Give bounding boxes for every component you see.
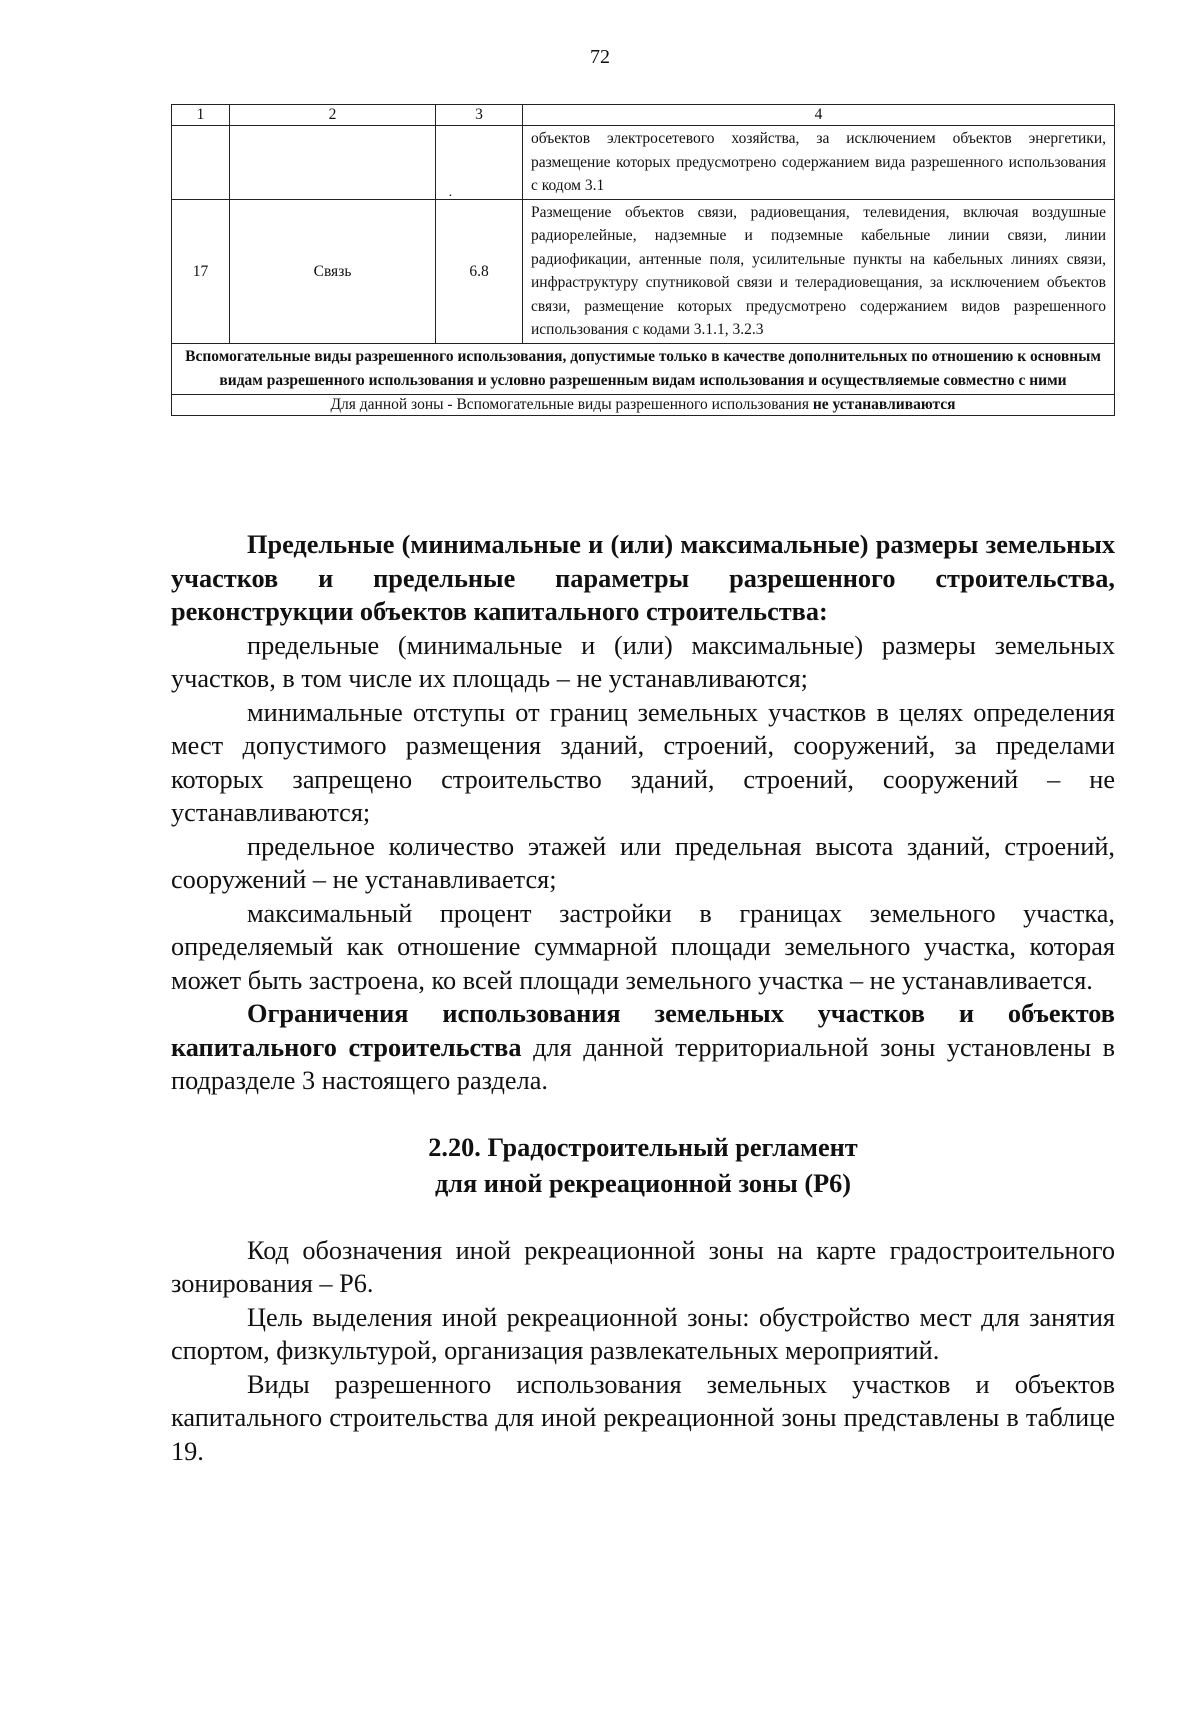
stray-mark: · — [448, 189, 453, 204]
auxiliary-note-bold: не устанавливаются — [812, 395, 956, 413]
document-body — [171, 528, 1115, 1468]
limit-paragraph: предельное количество этажей или предельная высота зданий, строений, сооружений – не устанавливается; — [171, 831, 1115, 894]
limits-heading: Предельные (минимальные и (или) максимальные) размеры земельных участков и предельные параметры разрешенного строительства, реконструкции объектов капитального строительства: — [171, 530, 1115, 626]
permitted-use-table — [171, 104, 1115, 416]
section-title-line1: 2.20. Градостроительный регламент — [428, 1132, 858, 1162]
limit-paragraph: предельные (минимальные и (или) максимальные) размеры земельных участков, в том числе их площадь – не устанавливаются; — [171, 630, 1115, 693]
table-header-cell: 1 — [172, 105, 230, 126]
section-title — [171, 1130, 1115, 1202]
auxiliary-note — [172, 394, 1115, 415]
restrictions-bold: Ограничения использования земельных участков и объектов капитального строительства — [171, 999, 1115, 1062]
table-row — [172, 343, 1115, 394]
table-header-row — [172, 105, 1115, 126]
auxiliary-heading: Вспомогательные виды разрешенного использования, допустимые только в качестве дополнительных по отношению к основным видам разрешенного использования и условно разрешенным видам использования и осуществляемые совместно с ними — [172, 343, 1115, 394]
zone-goal-paragraph: Цель выделения иной рекреационной зоны: обустройство мест для занятия спортом, физкультурой, организация развлекательных мероприятий. — [171, 1302, 1115, 1365]
table-header-cell: 4 — [523, 105, 1115, 126]
use-description: Размещение объектов связи, радиовещания, телевидения, включая воздушные радиорелейные, надземные и подземные кабельные линии связи, линии радиофикации, антенные поля, усилительные пункты на кабельных линиях связи, инфраструктуру спутниковой связи и телерадиовещания, за исключением объектов связи, размещение которых предусмотрено содержанием видов разрешенного использования с кодами 3.1.1, 3.2.3 — [523, 199, 1115, 343]
zone-code-paragraph: Код обозначения иной рекреационной зоны на карте градостроительного зонирования – Р6. — [171, 1235, 1115, 1298]
use-code: 6.8 — [436, 199, 523, 343]
restrictions-rest: для данной территориальной зоны установлены в подразделе 3 настоящего раздела. — [171, 1032, 1116, 1095]
table-row — [172, 394, 1115, 415]
continuation-description: объектов электросетевого хозяйства, за исключением объектов энергетики, размещение которых предусмотрено содержанием вида разрешенного использования с кодом 3.1 — [523, 126, 1115, 200]
row-number: 17 — [172, 199, 230, 343]
section-title-line2: для иной рекреационной зоны (Р6) — [434, 1168, 852, 1198]
table-row — [172, 199, 1115, 343]
limit-paragraph: максимальный процент застройки в границах земельного участка, определяемый как отношение суммарной площади земельного участка, которая может быть застроена, ко всей площади земельного участка – не устанавливается. — [171, 898, 1115, 995]
page-number: 72 — [590, 46, 610, 68]
auxiliary-note-prefix: Для данной зоны - Вспомогательные виды разрешенного использования — [330, 395, 813, 413]
table-header-cell: 3 — [436, 105, 523, 126]
table-header-cell: 2 — [230, 105, 436, 126]
limit-paragraph: минимальные отступы от границ земельных участков в целях определения мест допустимого размещения зданий, строений, сооружений, за пределами которых запрещено строительство зданий, строений, сооружений – не устанавливаются; — [171, 697, 1115, 827]
zone-types-paragraph: Виды разрешенного использования земельных участков и объектов капитального строительства для иной рекреационной зоны представлены в таблице 19. — [171, 1369, 1115, 1466]
use-name: Связь — [230, 199, 436, 343]
restrictions-paragraph — [171, 997, 1115, 1098]
table-row — [172, 126, 1115, 200]
